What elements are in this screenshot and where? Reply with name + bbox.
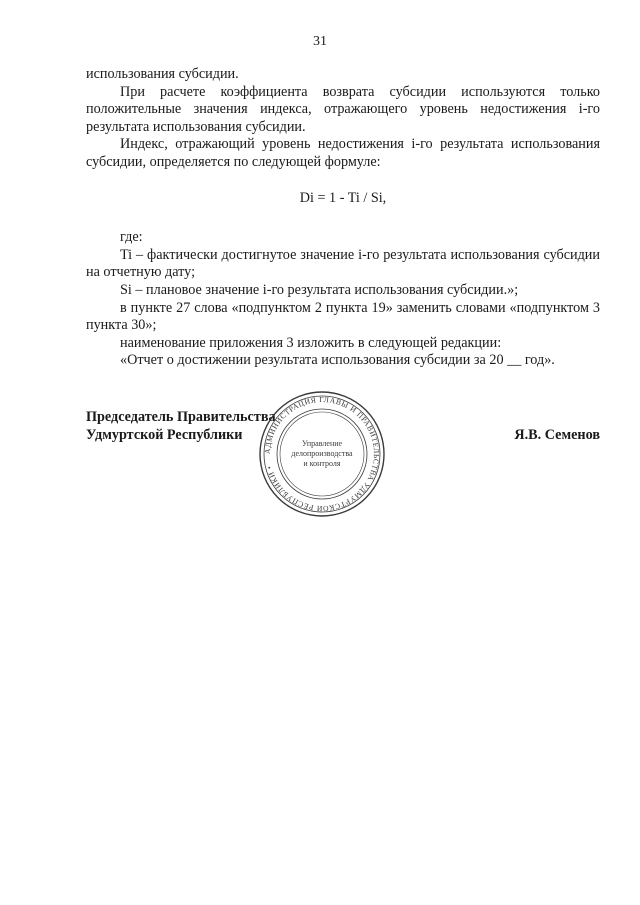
signatory-title-line-1: Председатель Правительства [86, 409, 276, 425]
signatory-title-line-2: Удмуртской Республики [86, 427, 243, 443]
signatory-title [86, 408, 276, 444]
where-label: где: [120, 229, 143, 246]
official-seal-stamp [258, 390, 386, 518]
formula: Di = 1 - Ti / Si, [299, 189, 387, 206]
paragraph-3: Индекс, отражающий уровень недостижения i-го результата использования субсидии, определяется по следующей формуле: [86, 136, 600, 170]
seal-ring-text: АДМИНИСТРАЦИЯ ГЛАВЫ И ПРАВИТЕЛЬСТВА УДМУРТСКОЙ РЕСПУБЛИКИ • [262, 394, 382, 514]
seal-center-line-2: делопроизводства [291, 449, 353, 458]
seal-center-line-1: Управление [301, 439, 343, 448]
amendment-appendix-3: наименование приложения 3 изложить в следующей редакции: [120, 334, 502, 351]
definition-si: Si – плановое значение i-го результата использования субсидии.»; [120, 281, 519, 298]
paragraph-2: При расчете коэффициента возврата субсидии используются только положительные значения индекса, отражающего уровень недостижения i-го результата использования субсидии. [86, 83, 600, 135]
amendment-item-27: в пункте 27 слова «подпунктом 2 пункта 19» заменить словами «подпунктом 3 пункта 30»; [86, 299, 600, 334]
seal-center-line-3: и контроля [303, 459, 341, 468]
appendix-3-title: «Отчет о достижении результата использования субсидии за 20 __ год». [120, 352, 555, 369]
paragraph-1: использования субсидии. [86, 66, 239, 82]
document-body [86, 66, 600, 370]
signatory-name: Я.В. Семенов [514, 427, 600, 443]
definition-ti: Ti – фактически достигнутое значение i-го результата использования субсидии на отчетную дату; [86, 246, 600, 281]
page-number: 31 [313, 34, 327, 49]
